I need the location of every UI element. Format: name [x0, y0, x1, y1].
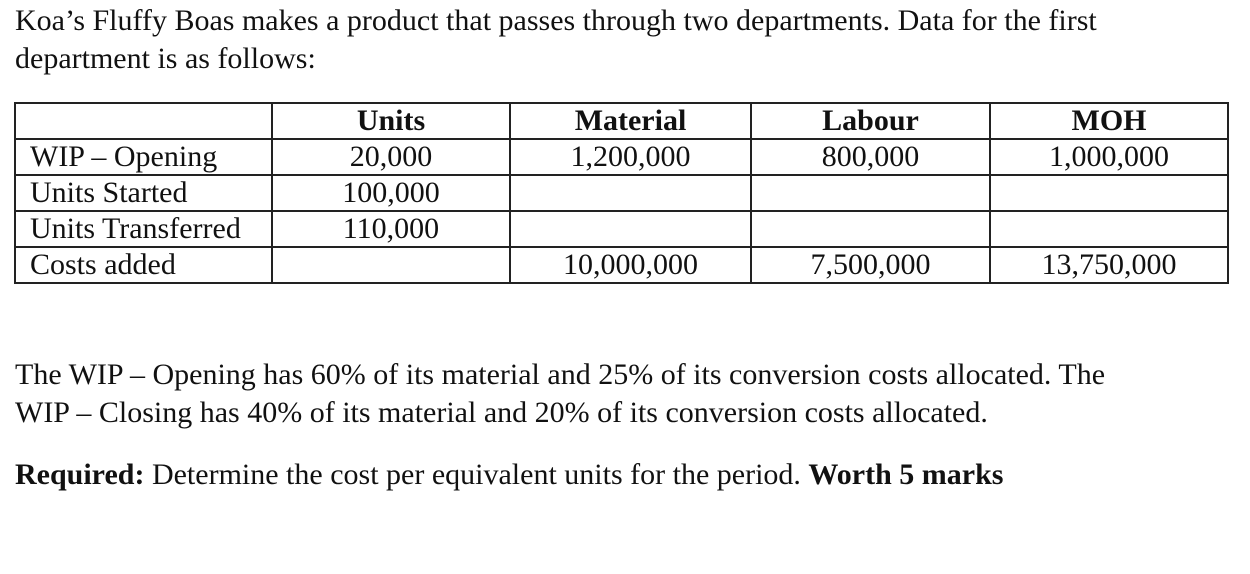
- material-value: 10,000,000: [510, 247, 751, 283]
- marks-label: Worth 5 marks: [808, 458, 1004, 491]
- table-row: [15, 247, 1228, 283]
- paragraph-line-1: The WIP – Opening has 60% of its material and 25% of its conversion costs allocated. The: [15, 358, 1106, 391]
- row-label: Units Started: [15, 175, 272, 211]
- header-labour: Labour: [751, 103, 990, 139]
- units-value: 20,000: [272, 139, 510, 175]
- intro-line-1: Koa’s Fluffy Boas makes a product that passes through two departments. Data for the first: [15, 4, 1097, 37]
- labour-value: 7,500,000: [751, 247, 990, 283]
- material-value: 1,200,000: [510, 139, 751, 175]
- labour-value: 800,000: [751, 139, 990, 175]
- intro-text: [15, 2, 1230, 78]
- table-row: [15, 211, 1228, 247]
- paragraph-line-2: WIP – Closing has 40% of its material and 20% of its conversion costs allocated.: [15, 396, 988, 429]
- labour-value: [751, 211, 990, 247]
- row-label: WIP – Opening: [15, 139, 272, 175]
- material-value: [510, 211, 751, 247]
- table-row: [15, 175, 1228, 211]
- moh-value: 13,750,000: [990, 247, 1228, 283]
- table-row: [15, 139, 1228, 175]
- moh-value: [990, 211, 1228, 247]
- row-label: Costs added: [15, 247, 272, 283]
- wip-allocation-paragraph: [15, 356, 1230, 432]
- moh-value: 1,000,000: [990, 139, 1228, 175]
- header-material: Material: [510, 103, 751, 139]
- units-value: 110,000: [272, 211, 510, 247]
- labour-value: [751, 175, 990, 211]
- intro-line-2: department is as follows:: [15, 42, 316, 75]
- required-label: Required:: [15, 458, 145, 491]
- header-units: Units: [272, 103, 510, 139]
- department-data-table: [14, 102, 1229, 284]
- table-header-row: [15, 103, 1228, 139]
- moh-value: [990, 175, 1228, 211]
- required-text: Determine the cost per equivalent units for the period.: [144, 458, 809, 491]
- units-value: [272, 247, 510, 283]
- header-moh: MOH: [990, 103, 1228, 139]
- header-blank: [15, 103, 272, 139]
- required-statement: [15, 456, 1230, 494]
- material-value: [510, 175, 751, 211]
- units-value: 100,000: [272, 175, 510, 211]
- row-label: Units Transferred: [15, 211, 272, 247]
